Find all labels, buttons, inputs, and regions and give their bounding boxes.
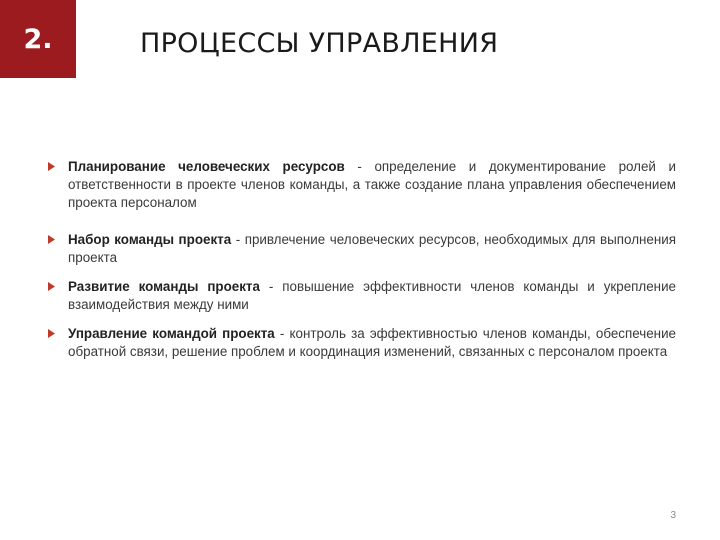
- list-item: [48, 325, 676, 361]
- list-item: [48, 278, 676, 314]
- bullet-icon: [48, 329, 55, 338]
- list-item: [48, 231, 676, 267]
- slide-title: ПРОЦЕССЫ УПРАВЛЕНИЯ: [140, 28, 499, 59]
- item-description: - определение и документирование ролей и ответственности в проекте членов команды, а также создание плана управления обеспечением проекта персоналом: [68, 159, 676, 210]
- bullet-icon: [48, 162, 55, 171]
- page-number: 3: [670, 510, 676, 521]
- list-item: [48, 158, 676, 212]
- slide-number-badge: [0, 0, 76, 78]
- item-term: Набор команды проекта: [68, 232, 232, 247]
- item-term: Управление командой проекта: [68, 326, 275, 341]
- bullet-icon: [48, 235, 55, 244]
- item-term: Планирование человеческих ресурсов: [68, 159, 345, 174]
- process-list: [48, 158, 676, 361]
- bullet-icon: [48, 282, 55, 291]
- item-term: Развитие команды проекта: [68, 279, 260, 294]
- slide-number: 2.: [23, 23, 53, 55]
- item-description: - привлечение человеческих ресурсов, необходимых для выполнения проекта: [68, 232, 676, 265]
- item-description: - контроль за эффективностью членов команды, обеспечение обратной связи, решение проблем и координация изменений, связанных с персоналом проекта: [68, 326, 676, 359]
- item-description: - повышение эффективности членов команды и укрепление взаимодействия между ними: [68, 279, 676, 312]
